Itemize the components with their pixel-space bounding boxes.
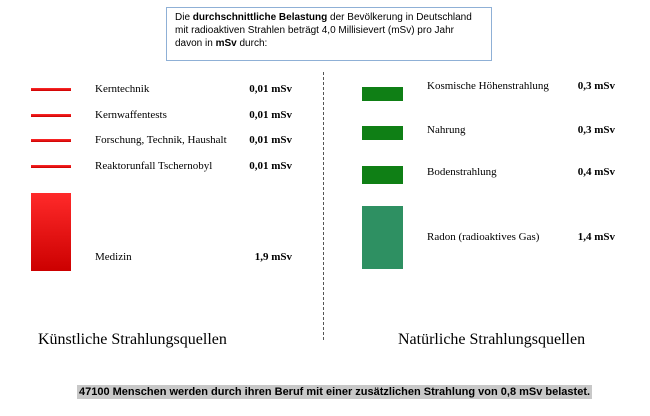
label-reaktorunfall-tschernobyl: Reaktorunfall Tschernobyl <box>95 159 213 172</box>
label-forschung-technik-haushalt: Forschung, Technik, Haushalt <box>95 133 227 146</box>
value-kerntechnik: 0,01 mSv <box>249 82 292 95</box>
value-radon: 1,4 mSv <box>577 230 615 243</box>
intro-bold-2: mSv <box>215 38 237 49</box>
value-kosmische-hoehenstrahlung: 0,3 mSv <box>577 80 615 92</box>
intro-text-box <box>166 7 492 61</box>
artificial-group-title: Künstliche Strahlungsquellen <box>38 331 227 348</box>
group-divider <box>323 72 324 340</box>
value-nahrung: 0,3 mSv <box>577 124 615 136</box>
footer-note: 47100 Menschen werden durch ihren Beruf mit einer zusätzlichen Strahlung von 0,8 mSv belastet. <box>79 386 591 398</box>
bar-nahrung <box>362 126 403 140</box>
bar-forschung-technik-haushalt <box>31 139 71 142</box>
label-bodenstrahlung: Bodenstrahlung <box>427 166 497 178</box>
intro-bold-1: durchschnittliche Belastung <box>192 12 328 23</box>
label-kernwaffentests: Kernwaffentests <box>95 108 167 121</box>
intro-part-2: der Bevölkerung in Deutschland mit radioaktiven Strahlen beträgt 4,0 Millisievert (mSv) pro Jahr davon in <box>175 12 472 49</box>
label-radon: Radon (radioaktives Gas) <box>427 230 540 243</box>
label-medizin: Medizin <box>95 251 132 263</box>
label-kerntechnik: Kerntechnik <box>95 82 150 95</box>
label-nahrung: Nahrung <box>427 124 466 136</box>
bar-bodenstrahlung <box>362 166 403 184</box>
value-bodenstrahlung: 0,4 mSv <box>577 166 615 178</box>
natural-group-title: Natürliche Strahlungsquellen <box>398 331 586 348</box>
value-medizin: 1,9 mSv <box>254 251 292 263</box>
intro-part-3: durch: <box>236 38 268 49</box>
label-kosmische-hoehenstrahlung: Kosmische Höhenstrahlung <box>427 80 549 92</box>
value-reaktorunfall-tschernobyl: 0,01 mSv <box>249 159 292 172</box>
bar-kernwaffentests <box>31 114 71 117</box>
value-kernwaffentests: 0,01 mSv <box>249 108 292 121</box>
bar-kerntechnik <box>31 88 71 91</box>
value-forschung-technik-haushalt: 0,01 mSv <box>249 133 292 146</box>
bar-medizin <box>31 193 71 271</box>
bar-kosmische-hoehenstrahlung <box>362 87 403 101</box>
intro-part-1: Die <box>175 12 193 23</box>
bar-radon <box>362 206 403 269</box>
bar-reaktorunfall-tschernobyl <box>31 165 71 168</box>
